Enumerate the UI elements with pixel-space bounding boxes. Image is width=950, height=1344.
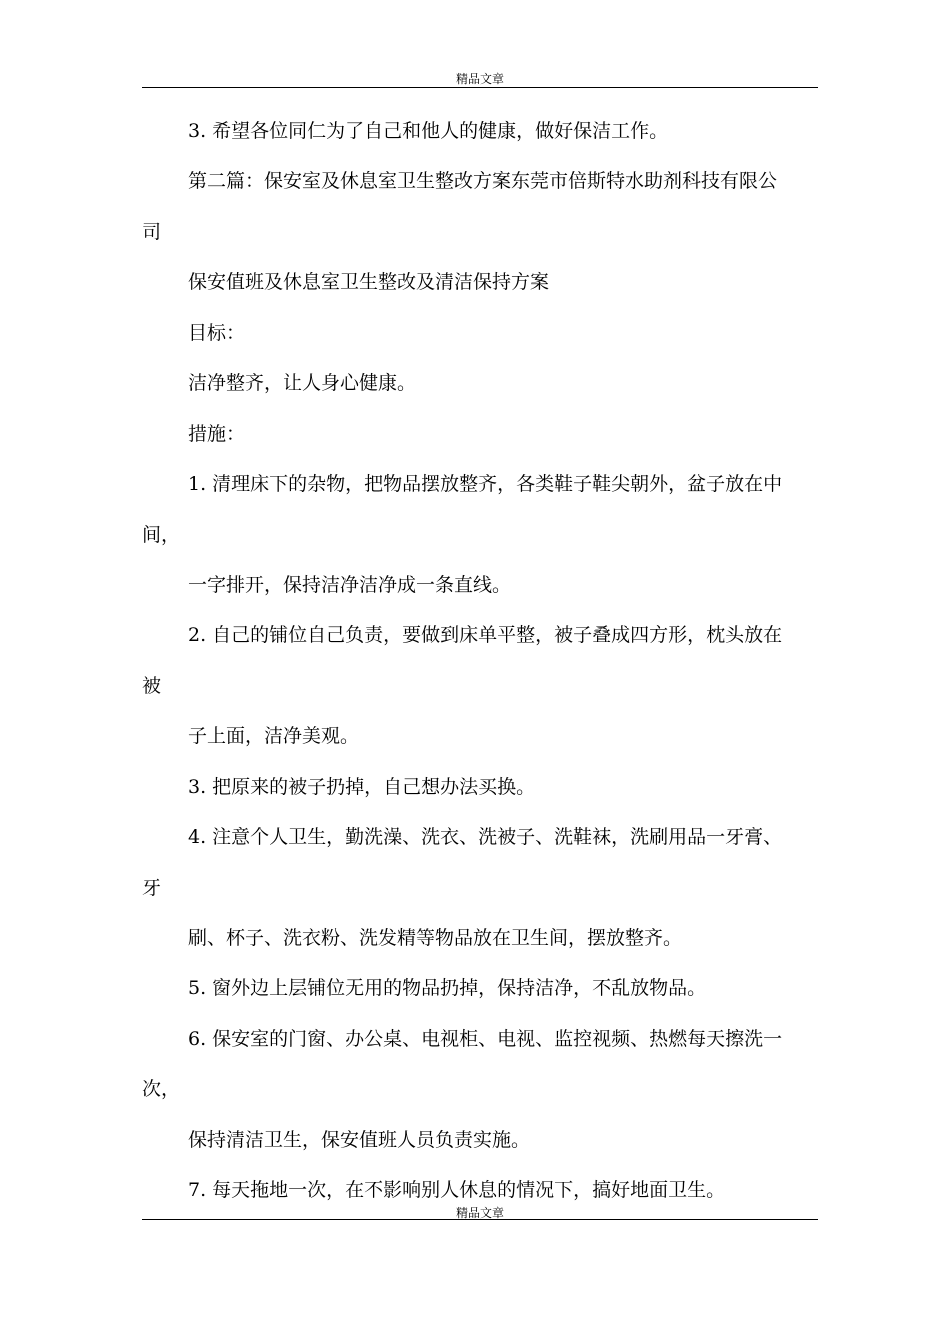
text-line: 6. 保安室的门窗、办公桌、电视柜、电视、监控视频、热燃每天擦洗一 bbox=[188, 1027, 783, 1050]
text-line: 子上面，洁净美观。 bbox=[188, 725, 360, 748]
text-line: 目标： bbox=[188, 321, 246, 344]
text-line: 3. 希望各位同仁为了自己和他人的健康，做好保洁工作。 bbox=[188, 120, 669, 142]
text-line: 牙 bbox=[142, 876, 162, 899]
text-line: 措施： bbox=[188, 422, 246, 445]
text-line: 2. 自己的铺位自己负责，要做到床单平整，被子叠成四方形，枕头放在 bbox=[188, 624, 783, 647]
text-line: 司 bbox=[142, 220, 162, 243]
text-line: 刷、杯子、洗衣粉、洗发精等物品放在卫生间，摆放整齐。 bbox=[188, 927, 683, 949]
text-line: 间， bbox=[142, 523, 181, 546]
text-line: 5. 窗外边上层铺位无用的物品扔掉，保持洁净，不乱放物品。 bbox=[188, 977, 707, 1000]
text-line: 1. 清理床下的杂物，把物品摆放整齐，各类鞋子鞋尖朝外，盆子放在中 bbox=[188, 473, 783, 496]
text-line: 次， bbox=[142, 1078, 181, 1101]
text-line: 4. 注意个人卫生，勤洗澡、洗衣、洗被子、洗鞋袜，洗刷用品一牙膏、 bbox=[188, 826, 783, 849]
page-footer: 精品文章 bbox=[455, 1206, 504, 1220]
text-line: 7. 每天拖地一次，在不影响别人休息的情况下，搞好地面卫生。 bbox=[188, 1179, 726, 1202]
text-line: 第二篇：保安室及休息室卫生整改方案东莞市倍斯特水助剂科技有限公 bbox=[188, 170, 778, 193]
text-line: 被 bbox=[142, 674, 162, 697]
text-line: 洁净整齐，让人身心健康。 bbox=[188, 372, 417, 395]
text-line: 3. 把原来的被子扔掉，自己想办法买换。 bbox=[188, 775, 536, 798]
text-line: 一字排开，保持洁净洁净成一条直线。 bbox=[188, 573, 512, 596]
page-header: 精品文章 bbox=[455, 72, 504, 86]
text-line: 保持清洁卫生，保安值班人员负责实施。 bbox=[188, 1128, 531, 1151]
text-line: 保安值班及休息室卫生整改及清洁保持方案 bbox=[188, 271, 550, 294]
header-rule bbox=[142, 87, 818, 88]
document-body bbox=[142, 112, 818, 1222]
